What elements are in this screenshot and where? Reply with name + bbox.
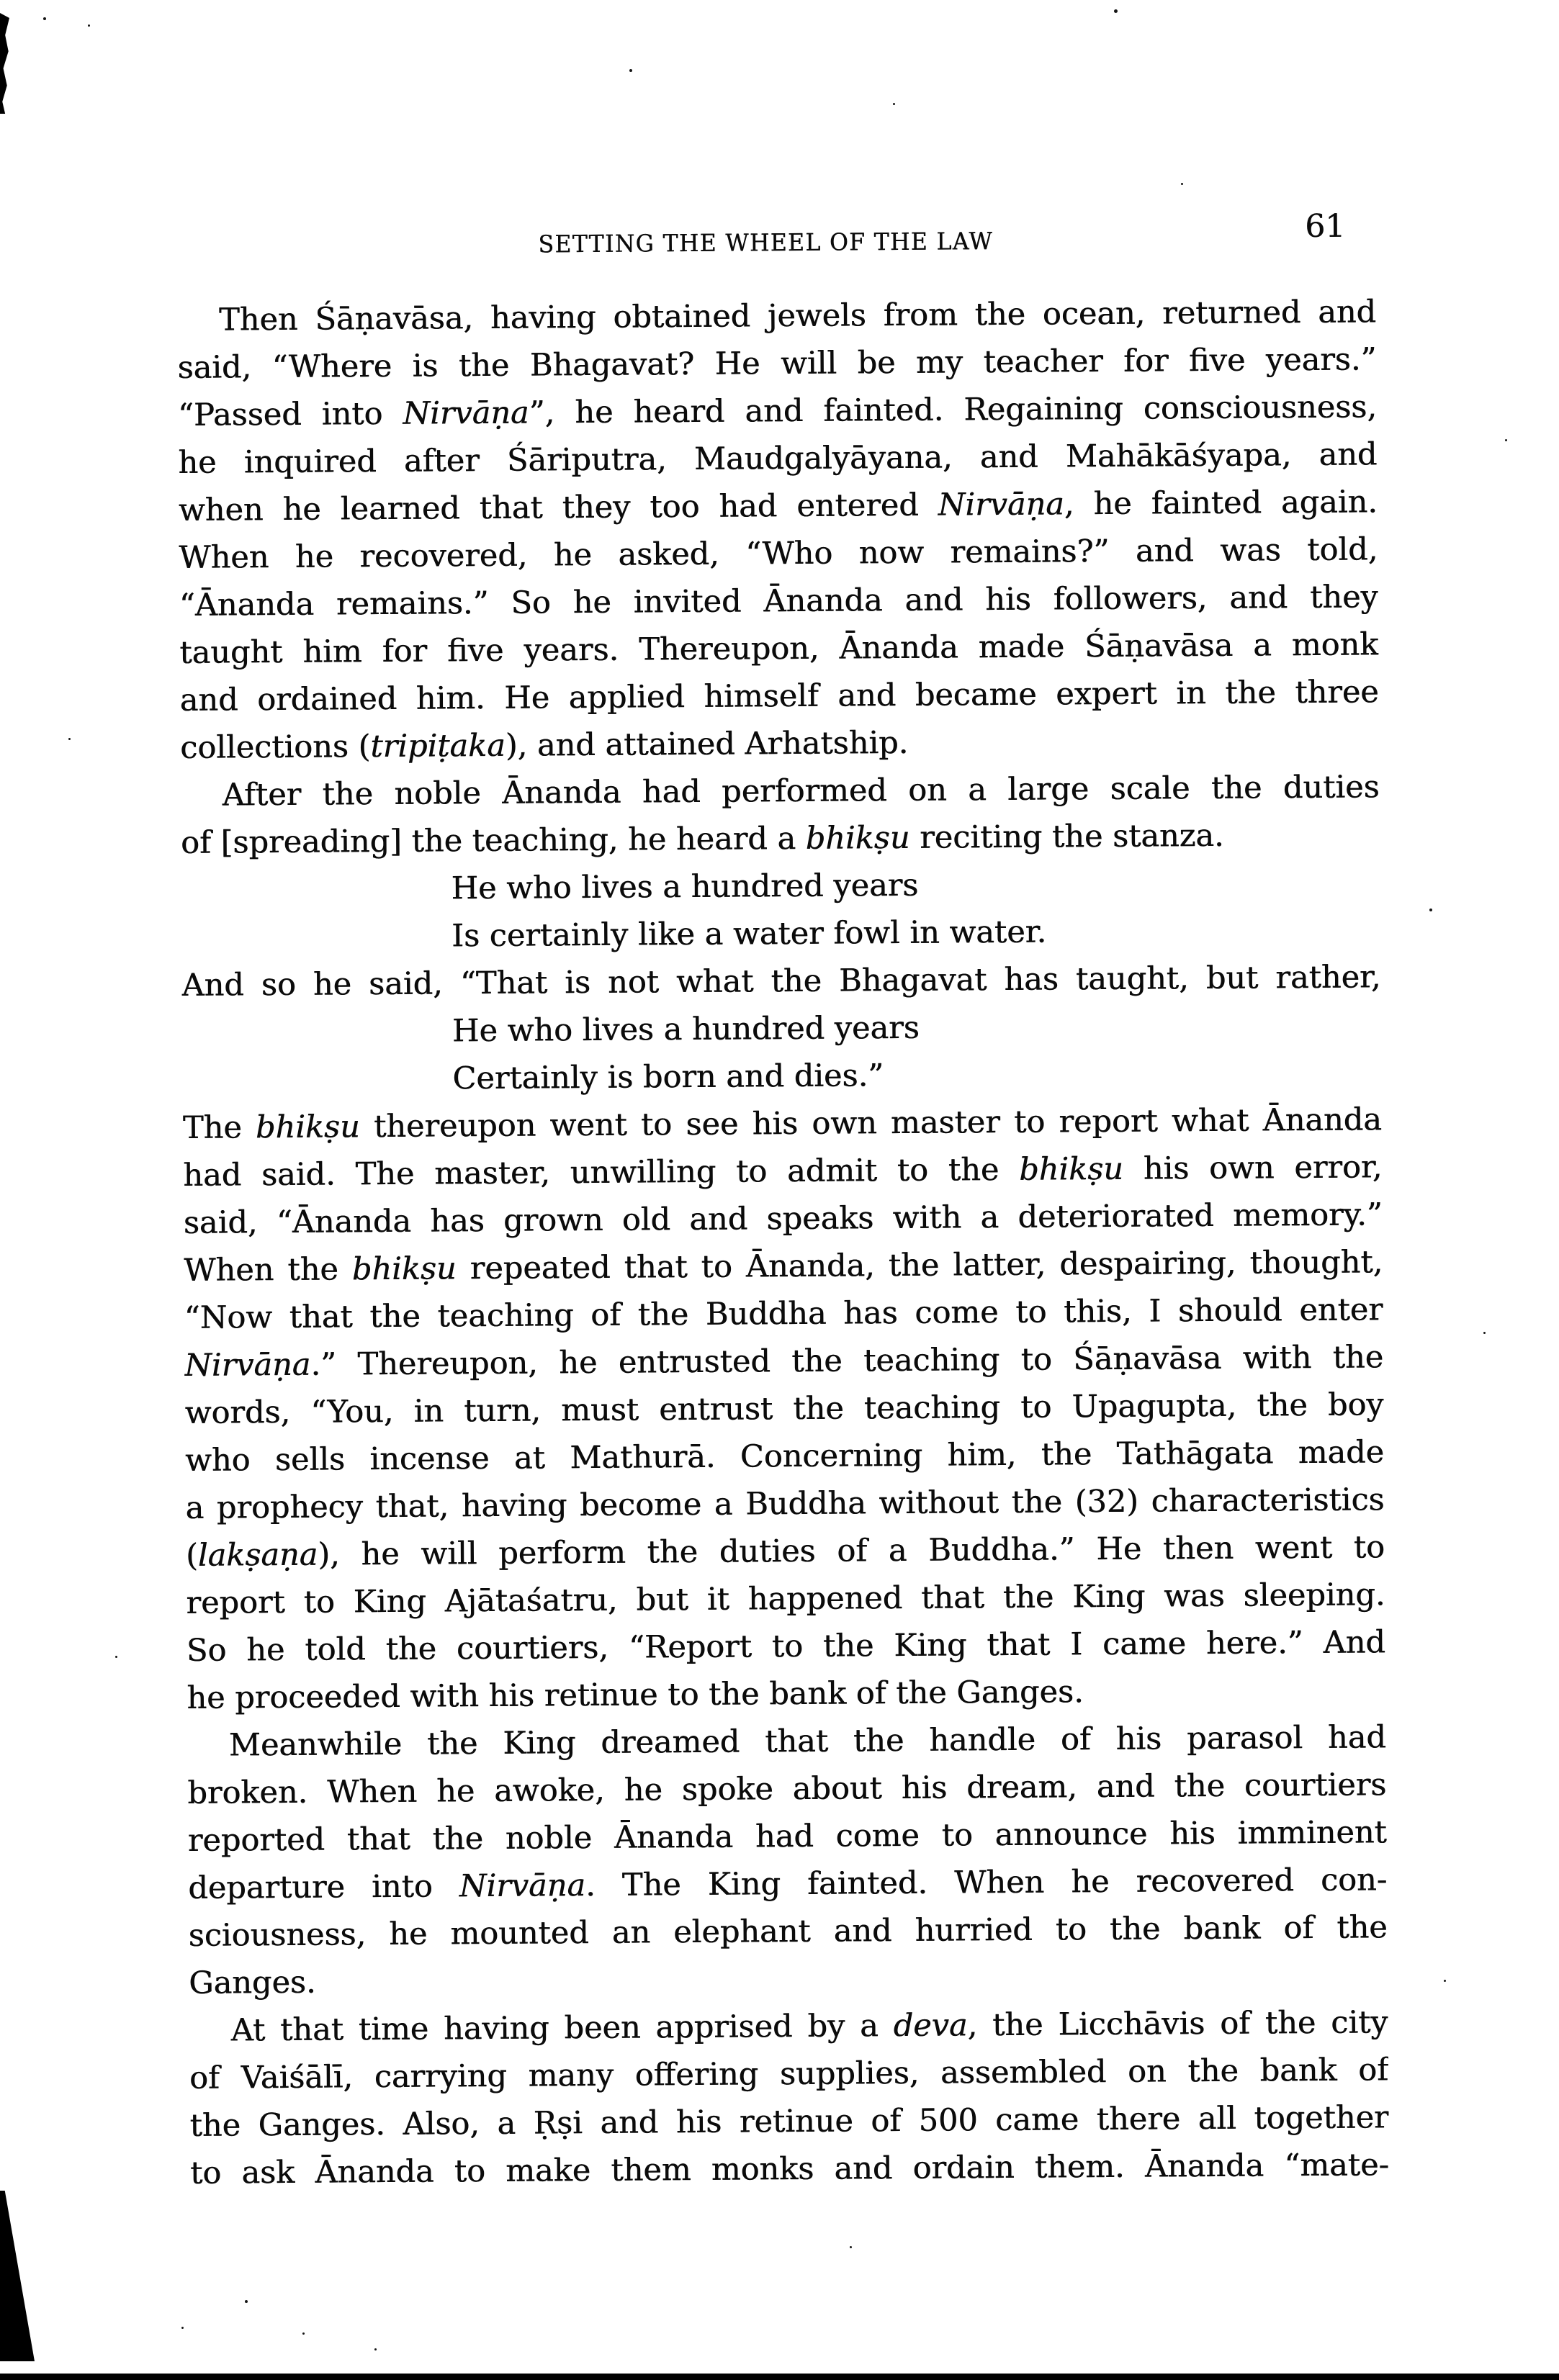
text-line: And so he said, “That is not what the Bhagavat has taught, but rather, [181,959,1381,1004]
text-line: said, “Ānanda has grown old and speaks with a deteriorated memory.” [183,1196,1383,1241]
page-content [176,207,1390,2304]
text-line: So he told the courtiers, “Report to the King that I came here.” And [186,1624,1386,1669]
scan-speckle [68,738,71,740]
text-line: “Passed into Nirvāṇa”, he heard and fainted. Regaining consciousness, [177,389,1378,433]
scan-speckle [893,103,895,105]
text-line: the Ganges. Also, a Ṛṣi and his retinue of 500 came there all together [189,2099,1389,2144]
text-line: he proceeded with his retinue to the bank of the Ganges. [187,1674,1084,1716]
text-line: departure into Nirvāṇa. The King fainted. When he recovered con- [188,1862,1388,1906]
text-line: He who lives a hundred years [451,1009,920,1050]
text-line: After the noble Ānanda had performed on a large scale the duties [222,769,1380,813]
text-line: When he recovered, he asked, “Who now remains?” and was told, [179,531,1378,576]
text-line: taught him for five years. Thereupon, Ānanda made Śāṇavāsa a monk [179,626,1379,671]
text-line: had said. The master, unwilling to admit to the bhikṣu his own error, [183,1149,1383,1194]
scan-speckle [43,17,46,20]
scan-speckle [1483,1332,1486,1334]
text-line: and ordained him. He applied himself and became expert in the three [179,674,1379,718]
text-line: when he learned that they too had entered Nirvāṇa, he fainted again. [178,484,1378,528]
scan-speckle [1429,909,1432,911]
text-line: Certainly is born and dies.” [452,1058,884,1097]
scan-speckle [850,2246,852,2248]
scan-speckle [629,69,632,72]
text-line: a prophecy that, having become a Buddha without the (32) characteristics [185,1482,1385,1526]
body-lines [177,288,1389,2197]
text-line: reported that the noble Ānanda had come to announce his imminent [187,1814,1387,1859]
text-line: Is certainly like a water fowl in water. [451,914,1047,955]
scan-speckle [115,1656,117,1658]
text-line: he inquired after Śāriputra, Maudgalyāyana, and Mahākāśyapa, and [178,436,1378,481]
running-header-title: SETTING THE WHEEL OF THE LAW [537,227,993,258]
text-line: (lakṣaṇa), he will perform the duties of a Buddha.” He then went to [185,1529,1385,1574]
text-line: collections (tripiṭaka), and attained Arhatship. [179,724,909,766]
scan-speckle [1114,9,1118,13]
scan-artifact-top-left [0,13,9,114]
scan-speckle [1181,183,1183,185]
scan-speckle [374,2348,377,2350]
text-line: “Ānanda remains.” So he invited Ānanda and his followers, and they [179,579,1378,623]
text-line: of Vaiśālī, carrying many offering supplies, assembled on the bank of [189,2052,1389,2096]
text-line: broken. When he awoke, he spoke about his dream, and the courtiers [187,1767,1387,1811]
scan-speckle [88,24,90,27]
text-line: of [spreading] the teaching, he heard a bhikṣu reciting the stanza. [180,817,1224,861]
scan-speckle [181,2327,184,2329]
text-line: report to King Ajātaśatru, but it happened that the King was sleeping. [186,1577,1385,1621]
text-line: He who lives a hundred years [451,867,919,907]
scan-speckle [245,2300,248,2303]
text-line: Meanwhile the King dreamed that the handle of his parasol had [228,1719,1386,1764]
text-line: The bhikṣu thereupon went to see his own master to report what Ānanda [182,1101,1382,1146]
text-line: to ask Ānanda to make them monks and ordain them. Ānanda “mate- [189,2147,1390,2191]
scan-artifact-bottom-bar [0,2374,1559,2380]
scan-artifact-bottom-left [0,2191,35,2361]
text-line: Ganges. [188,1964,316,2001]
page-number: 61 [1304,207,1346,245]
scan-speckle [1505,439,1507,441]
text-line: “Now that the teaching of the Buddha has come to this, I should enter [184,1292,1383,1336]
text-line: sciousness, he mounted an elephant and hurried to the bank of the [188,1909,1388,1954]
text-line: At that time having been apprised by a deva, the Licchāvis of the city [230,2004,1388,2049]
scan-speckle [1444,1980,1446,1982]
text-line: who sells incense at Mathurā. Concerning him, the Tathāgata made [184,1434,1385,1479]
scan-speckle [302,2332,305,2335]
text-line: words, “You, in turn, must entrust the teaching to Upagupta, the boy [184,1387,1384,1431]
text-line: Nirvāṇa.” Thereupon, he entrusted the teaching to Śāṇavāsa with the [184,1339,1384,1384]
text-line: Then Śāṇavāsa, having obtained jewels from the ocean, returned and [218,294,1377,338]
text-line: said, “Where is the Bhagavat? He will be my teacher for five years.” [177,341,1377,386]
running-header [176,207,1376,288]
text-line: When the bhikṣu repeated that to Ānanda, the latter, despairing, thought, [184,1244,1383,1289]
